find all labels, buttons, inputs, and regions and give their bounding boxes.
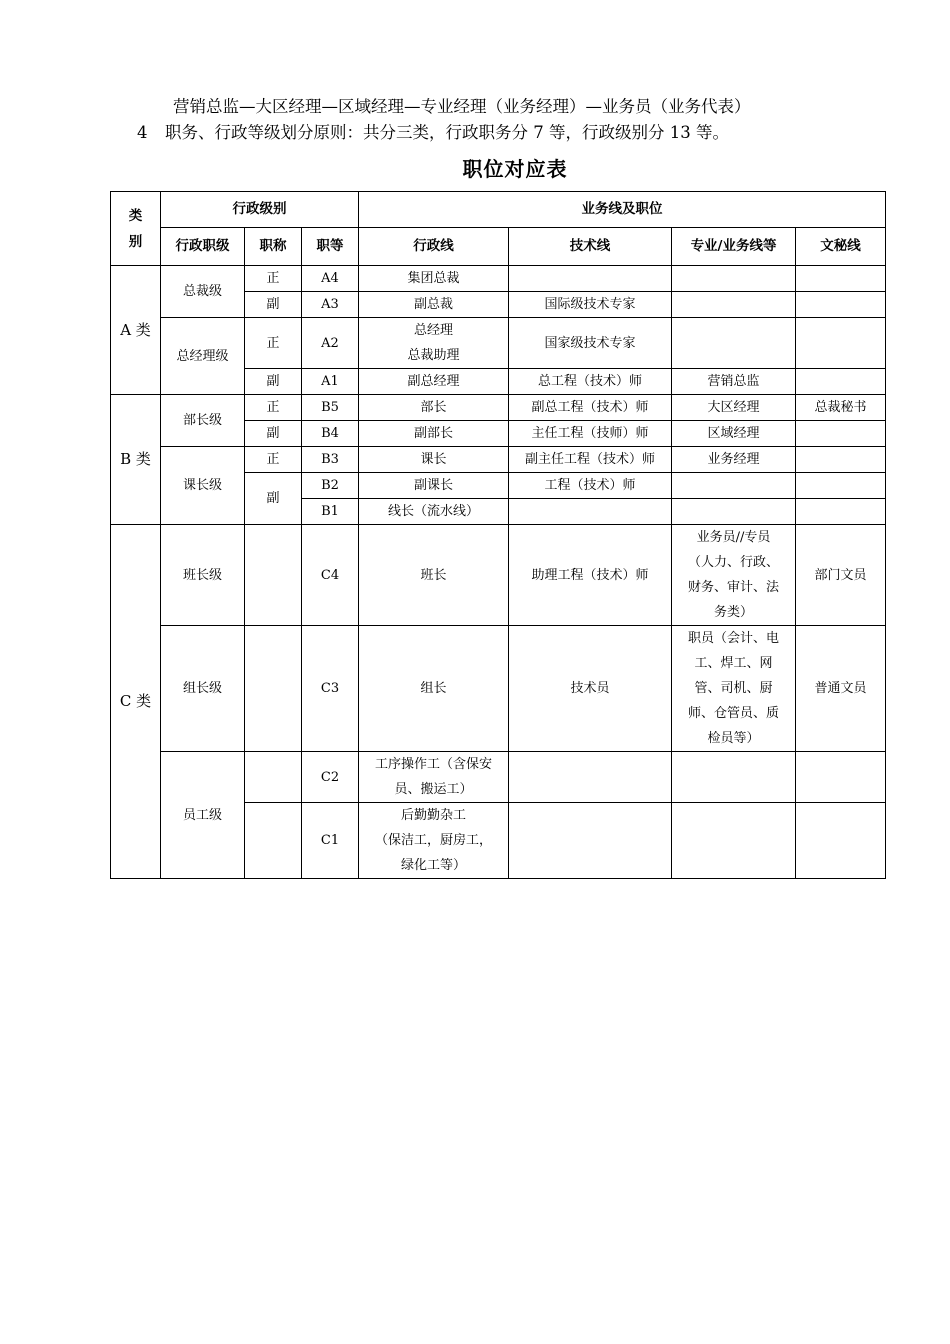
pro-line-cell bbox=[672, 525, 796, 626]
grade-cell: C1 bbox=[302, 803, 359, 879]
secretary-line-cell bbox=[796, 292, 886, 318]
tech-line-cell: 工程（技术）师 bbox=[509, 473, 672, 499]
pro-line-text: 管、司机、厨 bbox=[694, 681, 773, 696]
header-admin-level-group: 行政级别 bbox=[161, 192, 359, 228]
pro-line-text: 务类） bbox=[714, 605, 754, 620]
header-category bbox=[111, 192, 161, 266]
header-pro-line: 专业/业务线等 bbox=[672, 228, 796, 266]
grade-cell: C3 bbox=[302, 626, 359, 752]
admin-line-cell: 副总经理 bbox=[359, 369, 509, 395]
grade-cell: C4 bbox=[302, 525, 359, 626]
table-row bbox=[111, 266, 886, 292]
table-row bbox=[111, 318, 886, 369]
grade-cell: B2 bbox=[302, 473, 359, 499]
grade-cell: B3 bbox=[302, 447, 359, 473]
admin-line-text: 工序操作工（含保安 bbox=[375, 757, 493, 772]
table-title: 职位对应表 bbox=[462, 157, 568, 181]
grade-cell: B5 bbox=[302, 395, 359, 421]
pro-line-cell bbox=[672, 292, 796, 318]
title-cell: 正 bbox=[245, 318, 302, 369]
pro-line-cell bbox=[672, 266, 796, 292]
pro-line-cell bbox=[672, 318, 796, 369]
intro-line-2-text: 职务、行政等级划分原则：共分三类，行政职务分 7 等，行政级别分 13 等。 bbox=[165, 123, 729, 142]
secretary-line-cell: 普通文员 bbox=[796, 626, 886, 752]
pro-line-cell bbox=[672, 803, 796, 879]
pro-line-text: 职员（会计、电 bbox=[688, 631, 780, 646]
admin-line-cell: 副总裁 bbox=[359, 292, 509, 318]
intro-line-2 bbox=[137, 119, 729, 143]
title-cell: 副 bbox=[245, 473, 302, 525]
grade-cell: C2 bbox=[302, 752, 359, 803]
grade-cell: B4 bbox=[302, 421, 359, 447]
secretary-line-cell bbox=[796, 447, 886, 473]
admin-line-cell: 集团总裁 bbox=[359, 266, 509, 292]
admin-line-text: （保洁工，厨房工， bbox=[375, 833, 493, 848]
tech-line-cell: 总工程（技术）师 bbox=[509, 369, 672, 395]
tech-line-cell: 国家级技术专家 bbox=[509, 318, 672, 369]
title-cell bbox=[245, 525, 302, 626]
pro-line-cell: 区域经理 bbox=[672, 421, 796, 447]
table-row bbox=[111, 626, 886, 752]
tech-line-cell bbox=[509, 803, 672, 879]
grade-cell: A2 bbox=[302, 318, 359, 369]
header-category-text: 类别 bbox=[128, 207, 143, 250]
secretary-line-cell bbox=[796, 473, 886, 499]
tech-line-cell: 副主任工程（技术）师 bbox=[509, 447, 672, 473]
pro-line-cell bbox=[672, 626, 796, 752]
secretary-line-cell bbox=[796, 803, 886, 879]
table-row bbox=[111, 447, 886, 473]
pro-line-text: 检员等） bbox=[707, 731, 760, 746]
table-row bbox=[111, 395, 886, 421]
secretary-line-cell bbox=[796, 266, 886, 292]
secretary-line-cell bbox=[796, 369, 886, 395]
header-admin-line: 行政线 bbox=[359, 228, 509, 266]
admin-line-cell bbox=[359, 803, 509, 879]
header-row-1 bbox=[111, 192, 886, 228]
secretary-line-cell bbox=[796, 499, 886, 525]
title-cell bbox=[245, 803, 302, 879]
header-secretary-line: 文秘线 bbox=[796, 228, 886, 266]
header-business-group: 业务线及职位 bbox=[359, 192, 886, 228]
admin-line-text: 后勤勤杂工 bbox=[401, 808, 467, 823]
tech-line-cell: 副总工程（技术）师 bbox=[509, 395, 672, 421]
admin-line-cell: 课长 bbox=[359, 447, 509, 473]
admin-line-cell bbox=[359, 752, 509, 803]
grade-cell: B1 bbox=[302, 499, 359, 525]
secretary-line-cell bbox=[796, 421, 886, 447]
admin-line-cell: 副课长 bbox=[359, 473, 509, 499]
tech-line-cell: 国际级技术专家 bbox=[509, 292, 672, 318]
table-row bbox=[111, 752, 886, 803]
pro-line-cell bbox=[672, 473, 796, 499]
pro-line-cell: 业务经理 bbox=[672, 447, 796, 473]
rank-zuzhang: 组长级 bbox=[161, 626, 245, 752]
table-row bbox=[111, 525, 886, 626]
category-a: A 类 bbox=[111, 266, 161, 395]
title-cell bbox=[245, 752, 302, 803]
rank-zongcai: 总裁级 bbox=[161, 266, 245, 318]
pro-line-text: 业务员//专员 bbox=[696, 530, 771, 545]
admin-line-text: 总经理 bbox=[414, 323, 454, 338]
secretary-line-cell: 部门文员 bbox=[796, 525, 886, 626]
title-cell: 正 bbox=[245, 395, 302, 421]
tech-line-cell bbox=[509, 752, 672, 803]
pro-line-cell: 大区经理 bbox=[672, 395, 796, 421]
position-table bbox=[110, 191, 886, 879]
admin-line-cell: 线长（流水线） bbox=[359, 499, 509, 525]
rank-buzhang: 部长级 bbox=[161, 395, 245, 447]
secretary-line-cell bbox=[796, 752, 886, 803]
rank-banzhang: 班长级 bbox=[161, 525, 245, 626]
title-cell bbox=[245, 626, 302, 752]
header-tech-line: 技术线 bbox=[509, 228, 672, 266]
admin-line-cell: 组长 bbox=[359, 626, 509, 752]
admin-line-cell bbox=[359, 318, 509, 369]
pro-line-text: 师、仓管员、质 bbox=[688, 706, 780, 721]
pro-line-cell: 营销总监 bbox=[672, 369, 796, 395]
grade-cell: A1 bbox=[302, 369, 359, 395]
secretary-line-cell: 总裁秘书 bbox=[796, 395, 886, 421]
title-cell: 副 bbox=[245, 369, 302, 395]
intro-line-2-number: 4 bbox=[137, 123, 148, 142]
admin-line-text: 总裁助理 bbox=[407, 348, 460, 363]
rank-kezhang: 课长级 bbox=[161, 447, 245, 525]
category-c: C 类 bbox=[111, 525, 161, 879]
header-grade: 职等 bbox=[302, 228, 359, 266]
tech-line-cell bbox=[509, 499, 672, 525]
pro-line-text: （人力、行政、 bbox=[688, 555, 780, 570]
tech-line-cell bbox=[509, 266, 672, 292]
admin-line-text: 绿化工等） bbox=[401, 858, 467, 873]
title-cell: 副 bbox=[245, 421, 302, 447]
rank-zongjingli: 总经理级 bbox=[161, 318, 245, 395]
intro-line-1: 营销总监—大区经理—区域经理—专业经理（业务经理）—业务员（业务代表） bbox=[173, 97, 751, 116]
pro-line-cell bbox=[672, 499, 796, 525]
title-cell: 正 bbox=[245, 447, 302, 473]
grade-cell: A4 bbox=[302, 266, 359, 292]
pro-line-text: 财务、审计、法 bbox=[688, 580, 780, 595]
pro-line-text: 工、焊工、网 bbox=[694, 656, 773, 671]
admin-line-cell: 副部长 bbox=[359, 421, 509, 447]
pro-line-cell bbox=[672, 752, 796, 803]
tech-line-cell: 助理工程（技术）师 bbox=[509, 525, 672, 626]
admin-line-text: 员、搬运工） bbox=[394, 782, 473, 797]
secretary-line-cell bbox=[796, 318, 886, 369]
header-row-2 bbox=[111, 228, 886, 266]
tech-line-cell: 主任工程（技师）师 bbox=[509, 421, 672, 447]
tech-line-cell: 技术员 bbox=[509, 626, 672, 752]
header-admin-rank: 行政职级 bbox=[161, 228, 245, 266]
admin-line-cell: 部长 bbox=[359, 395, 509, 421]
title-cell: 正 bbox=[245, 266, 302, 292]
admin-line-cell: 班长 bbox=[359, 525, 509, 626]
category-b: B 类 bbox=[111, 395, 161, 525]
header-title: 职称 bbox=[245, 228, 302, 266]
rank-yuangong: 员工级 bbox=[161, 752, 245, 879]
title-cell: 副 bbox=[245, 292, 302, 318]
grade-cell: A3 bbox=[302, 292, 359, 318]
